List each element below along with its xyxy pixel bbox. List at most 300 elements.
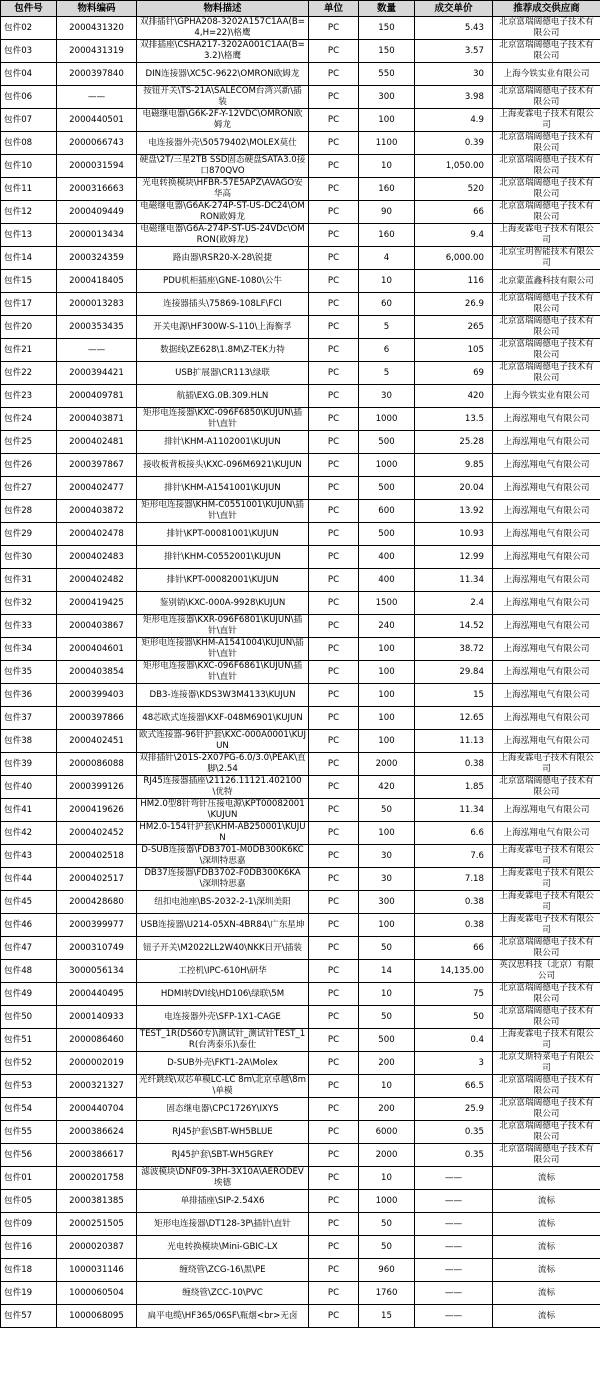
quantity-cell: 400 <box>359 546 415 569</box>
quantity-cell: 550 <box>359 63 415 86</box>
unit-cell: PC <box>309 339 359 362</box>
description-cell: 按钮开关\TS-21A\SALECOM台湾兴新\插装 <box>137 86 309 109</box>
material-code-cell: —— <box>57 86 137 109</box>
quantity-cell: 300 <box>359 891 415 914</box>
table-row <box>1 132 600 155</box>
description-cell: 电磁继电器\G6AK-274P-ST-US-DC24\OMRON欧姆龙 <box>137 201 309 224</box>
unit-cell: PC <box>309 224 359 247</box>
unit-price-cell: 0.38 <box>415 891 493 914</box>
supplier-cell: 上海麦霖电子技术有限公司 <box>493 891 600 914</box>
material-code-cell: 2000419425 <box>57 592 137 615</box>
material-code-cell: 2000353435 <box>57 316 137 339</box>
quantity-cell: 2000 <box>359 753 415 776</box>
unit-cell: PC <box>309 1259 359 1282</box>
table-row <box>1 247 600 270</box>
unit-price-cell: 2.4 <box>415 592 493 615</box>
package-cell: 包件03 <box>1 40 57 63</box>
unit-cell: PC <box>309 937 359 960</box>
description-cell: 扁平电缆\HF365/06SF\瓶烟<br>无卤 <box>137 1305 309 1328</box>
unit-cell: PC <box>309 960 359 983</box>
unit-cell: PC <box>309 431 359 454</box>
package-cell: 包件39 <box>1 753 57 776</box>
quantity-cell: 200 <box>359 1098 415 1121</box>
unit-price-cell: 4.9 <box>415 109 493 132</box>
material-code-cell: 1000060504 <box>57 1282 137 1305</box>
material-code-cell: 2000386617 <box>57 1144 137 1167</box>
description-cell: 排针\KHM-A1102001\KUJUN <box>137 431 309 454</box>
quantity-cell: 500 <box>359 431 415 454</box>
unit-price-cell: 0.4 <box>415 1029 493 1052</box>
package-cell: 包件35 <box>1 661 57 684</box>
description-cell: 电连接器外壳\SFP-1X1-CAGE <box>137 1006 309 1029</box>
table-row <box>1 431 600 454</box>
table-row <box>1 1213 600 1236</box>
unit-price-cell: 12.99 <box>415 546 493 569</box>
package-cell: 包件06 <box>1 86 57 109</box>
quantity-cell: 600 <box>359 500 415 523</box>
unit-price-cell: 520 <box>415 178 493 201</box>
unit-price-cell: 10.93 <box>415 523 493 546</box>
quantity-cell: 1500 <box>359 592 415 615</box>
description-cell: HM2.0-154针护套\KHM-AB250001\KUJUN <box>137 822 309 845</box>
material-code-cell: 2000403867 <box>57 615 137 638</box>
unit-price-cell: 26.9 <box>415 293 493 316</box>
quantity-cell: 300 <box>359 86 415 109</box>
supplier-cell: 上海泓翔电气有限公司 <box>493 546 600 569</box>
package-cell: 包件13 <box>1 224 57 247</box>
unit-price-cell: 0.38 <box>415 914 493 937</box>
unit-cell: PC <box>309 477 359 500</box>
supplier-cell: 北京富瑞阔德电子技术有限公司 <box>493 1006 600 1029</box>
table-row <box>1 937 600 960</box>
material-code-cell: 2000316663 <box>57 178 137 201</box>
table-row <box>1 362 600 385</box>
supplier-cell: 北京富瑞阔德电子技术有限公司 <box>493 17 600 40</box>
package-cell: 包件44 <box>1 868 57 891</box>
table-row <box>1 845 600 868</box>
unit-price-cell: 0.35 <box>415 1121 493 1144</box>
material-code-cell: 2000013283 <box>57 293 137 316</box>
supplier-cell: 英汉思科技（北京）有限公司 <box>493 960 600 983</box>
material-code-cell: 2000440495 <box>57 983 137 1006</box>
quantity-cell: 100 <box>359 638 415 661</box>
material-code-cell: 2000013434 <box>57 224 137 247</box>
description-cell: 路由器\RSR20-X-28\锐捷 <box>137 247 309 270</box>
material-code-cell: 2000324359 <box>57 247 137 270</box>
package-cell: 包件21 <box>1 339 57 362</box>
description-cell: 电磁继电器\G6A-274P-ST-US-24VDc\OMRON(欧姆龙) <box>137 224 309 247</box>
table-row <box>1 891 600 914</box>
header-package: 包件号 <box>1 1 57 17</box>
description-cell: 排针\KPT-00081001\KUJUN <box>137 523 309 546</box>
description-cell: 48芯欧式连接器\KXF-048M6901\KUJUN <box>137 707 309 730</box>
material-code-cell: 2000402478 <box>57 523 137 546</box>
package-cell: 包件50 <box>1 1006 57 1029</box>
material-code-cell: 2000409781 <box>57 385 137 408</box>
material-code-cell: 2000086460 <box>57 1029 137 1052</box>
table-row <box>1 63 600 86</box>
unit-price-cell: 265 <box>415 316 493 339</box>
material-code-cell: 2000402451 <box>57 730 137 753</box>
unit-cell: PC <box>309 891 359 914</box>
supplier-cell: 北京富瑞阔德电子技术有限公司 <box>493 1075 600 1098</box>
description-cell: 欧式连接器-96针护套\KXC-000A0001\KUJUN <box>137 730 309 753</box>
table-row <box>1 1282 600 1305</box>
table-row <box>1 914 600 937</box>
description-cell: 纽扣电池座\BS-2032-2-1\深圳美阳 <box>137 891 309 914</box>
unit-cell: PC <box>309 684 359 707</box>
unit-price-cell: 69 <box>415 362 493 385</box>
unit-price-cell: 420 <box>415 385 493 408</box>
package-cell: 包件27 <box>1 477 57 500</box>
supplier-cell: 流标 <box>493 1236 600 1259</box>
quantity-cell: 30 <box>359 868 415 891</box>
quantity-cell: 100 <box>359 730 415 753</box>
supplier-cell: 北京富瑞阔德电子技术有限公司 <box>493 86 600 109</box>
supplier-cell: 上海泓翔电气有限公司 <box>493 822 600 845</box>
unit-price-cell: 25.9 <box>415 1098 493 1121</box>
material-code-cell: 2000399403 <box>57 684 137 707</box>
table-row <box>1 1305 600 1328</box>
unit-cell: PC <box>309 615 359 638</box>
unit-cell: PC <box>309 1029 359 1052</box>
table-row <box>1 339 600 362</box>
unit-price-cell: 105 <box>415 339 493 362</box>
description-cell: 鉴别销\KXC-000A-9928\KUJUN <box>137 592 309 615</box>
package-cell: 包件19 <box>1 1282 57 1305</box>
supplier-cell: 流标 <box>493 1213 600 1236</box>
material-code-cell: 2000402452 <box>57 822 137 845</box>
supplier-cell: 北京富瑞阔德电子技术有限公司 <box>493 776 600 799</box>
table-row <box>1 615 600 638</box>
unit-cell: PC <box>309 178 359 201</box>
material-code-cell: 2000431319 <box>57 40 137 63</box>
material-code-cell: 2000397867 <box>57 454 137 477</box>
supplier-cell: 上海泓翔电气有限公司 <box>493 638 600 661</box>
package-cell: 包件07 <box>1 109 57 132</box>
package-cell: 包件55 <box>1 1121 57 1144</box>
description-cell: DIN连接器\XC5C-9622\OMRON欧姆龙 <box>137 63 309 86</box>
table-row <box>1 1052 600 1075</box>
description-cell: 工控机\IPC-610H\研华 <box>137 960 309 983</box>
description-cell: 缠绕管\ZCC-10\PVC <box>137 1282 309 1305</box>
supplier-cell: 流标 <box>493 1282 600 1305</box>
quantity-cell: 500 <box>359 523 415 546</box>
table-row <box>1 1121 600 1144</box>
unit-price-cell: —— <box>415 1305 493 1328</box>
table-row <box>1 753 600 776</box>
table-row <box>1 569 600 592</box>
unit-cell: PC <box>309 845 359 868</box>
table-row <box>1 592 600 615</box>
description-cell: 接收板背板接头\KXC-096M6921\KUJUN <box>137 454 309 477</box>
supplier-cell: 上海泓翔电气有限公司 <box>493 523 600 546</box>
quantity-cell: 90 <box>359 201 415 224</box>
quantity-cell: 10 <box>359 983 415 1006</box>
table-row <box>1 270 600 293</box>
package-cell: 包件12 <box>1 201 57 224</box>
supplier-cell: 上海今铁实业有限公司 <box>493 63 600 86</box>
supplier-cell: 上海泓翔电气有限公司 <box>493 500 600 523</box>
unit-price-cell: 6,000.00 <box>415 247 493 270</box>
table-row <box>1 707 600 730</box>
table-row <box>1 1236 600 1259</box>
unit-price-cell: 11.13 <box>415 730 493 753</box>
material-code-cell: 2000002019 <box>57 1052 137 1075</box>
description-cell: 光纤跳线\双芯单模LC-LC 8m\北京卓越\8m\单模 <box>137 1075 309 1098</box>
package-cell: 包件10 <box>1 155 57 178</box>
unit-cell: PC <box>309 1075 359 1098</box>
material-code-cell: 2000381385 <box>57 1190 137 1213</box>
unit-cell: PC <box>309 362 359 385</box>
supplier-cell: 上海泓翔电气有限公司 <box>493 615 600 638</box>
supplier-cell: 北京富瑞阔德电子技术有限公司 <box>493 1098 600 1121</box>
unit-cell: PC <box>309 1052 359 1075</box>
supplier-cell: 上海今铁实业有限公司 <box>493 385 600 408</box>
supplier-cell: 流标 <box>493 1167 600 1190</box>
table-row <box>1 546 600 569</box>
package-cell: 包件47 <box>1 937 57 960</box>
table-row <box>1 776 600 799</box>
supplier-cell: 北京富瑞阔德电子技术有限公司 <box>493 1121 600 1144</box>
package-cell: 包件31 <box>1 569 57 592</box>
material-code-cell: 2000020387 <box>57 1236 137 1259</box>
quantity-cell: 100 <box>359 822 415 845</box>
table-row <box>1 17 600 40</box>
unit-cell: PC <box>309 500 359 523</box>
quantity-cell: 2000 <box>359 1144 415 1167</box>
material-code-cell: 2000066743 <box>57 132 137 155</box>
description-cell: 矩形电连接器\KHM-C0551001\KUJUN\插针\直针 <box>137 500 309 523</box>
unit-cell: PC <box>309 546 359 569</box>
description-cell: 连接器插头\75869-108LF\FCI <box>137 293 309 316</box>
package-cell: 包件22 <box>1 362 57 385</box>
quantity-cell: 10 <box>359 270 415 293</box>
table-row <box>1 1075 600 1098</box>
material-code-cell: 2000403872 <box>57 500 137 523</box>
material-code-cell: 2000397840 <box>57 63 137 86</box>
unit-cell: PC <box>309 1236 359 1259</box>
package-cell: 包件14 <box>1 247 57 270</box>
quantity-cell: 10 <box>359 1167 415 1190</box>
package-cell: 包件38 <box>1 730 57 753</box>
quantity-cell: 500 <box>359 1029 415 1052</box>
supplier-cell: 上海麦霖电子技术有限公司 <box>493 224 600 247</box>
material-code-cell: 2000201758 <box>57 1167 137 1190</box>
material-code-cell: 2000403854 <box>57 661 137 684</box>
package-cell: 包件25 <box>1 431 57 454</box>
supplier-cell: 上海麦霖电子技术有限公司 <box>493 753 600 776</box>
quantity-cell: 240 <box>359 615 415 638</box>
unit-cell: PC <box>309 1144 359 1167</box>
quantity-cell: 160 <box>359 224 415 247</box>
package-cell: 包件34 <box>1 638 57 661</box>
material-code-cell: 2000440501 <box>57 109 137 132</box>
supplier-cell: 北京富瑞阔德电子技术有限公司 <box>493 1144 600 1167</box>
package-cell: 包件37 <box>1 707 57 730</box>
description-cell: RJ45连接器插座\21126.11121.402100\优特 <box>137 776 309 799</box>
unit-cell: PC <box>309 1213 359 1236</box>
unit-price-cell: 9.4 <box>415 224 493 247</box>
material-code-cell: 2000402482 <box>57 569 137 592</box>
unit-price-cell: 1.85 <box>415 776 493 799</box>
unit-cell: PC <box>309 914 359 937</box>
description-cell: D-SUB连接器\FDB3701-M0DB300K6KC\深圳特思嘉 <box>137 845 309 868</box>
supplier-cell: 北京富瑞阔德电子技术有限公司 <box>493 316 600 339</box>
package-cell: 包件26 <box>1 454 57 477</box>
package-cell: 包件43 <box>1 845 57 868</box>
supplier-cell: 北京富瑞阔德电子技术有限公司 <box>493 155 600 178</box>
table-row <box>1 983 600 1006</box>
unit-price-cell: 66 <box>415 937 493 960</box>
description-cell: RJ45护套\SBT-WH5GREY <box>137 1144 309 1167</box>
unit-cell: PC <box>309 247 359 270</box>
package-cell: 包件52 <box>1 1052 57 1075</box>
unit-cell: PC <box>309 730 359 753</box>
quantity-cell: 200 <box>359 1052 415 1075</box>
supplier-cell: 北京富瑞阔德电子技术有限公司 <box>493 293 600 316</box>
supplier-cell: 流标 <box>493 1259 600 1282</box>
quantity-cell: 60 <box>359 293 415 316</box>
header-supplier: 推荐成交供应商 <box>493 1 600 17</box>
package-cell: 包件46 <box>1 914 57 937</box>
table-row <box>1 730 600 753</box>
material-code-cell: 2000409449 <box>57 201 137 224</box>
package-cell: 包件32 <box>1 592 57 615</box>
description-cell: 开关电源\HF300W-S-110\上海衡孚 <box>137 316 309 339</box>
quantity-cell: 50 <box>359 1006 415 1029</box>
unit-cell: PC <box>309 776 359 799</box>
table-row <box>1 408 600 431</box>
package-cell: 包件30 <box>1 546 57 569</box>
quantity-cell: 1000 <box>359 1190 415 1213</box>
package-cell: 包件23 <box>1 385 57 408</box>
unit-price-cell: 50 <box>415 1006 493 1029</box>
supplier-cell: 流标 <box>493 1305 600 1328</box>
table-row <box>1 454 600 477</box>
package-cell: 包件40 <box>1 776 57 799</box>
unit-price-cell: 66 <box>415 201 493 224</box>
quantity-cell: 15 <box>359 1305 415 1328</box>
package-cell: 包件18 <box>1 1259 57 1282</box>
material-code-cell: 2000402477 <box>57 477 137 500</box>
table-row <box>1 523 600 546</box>
supplier-cell: 上海麦霖电子技术有限公司 <box>493 914 600 937</box>
material-code-cell: 2000140933 <box>57 1006 137 1029</box>
description-cell: 排针\KPT-00082001\KUJUN <box>137 569 309 592</box>
table-row <box>1 661 600 684</box>
unit-cell: PC <box>309 201 359 224</box>
unit-price-cell: 6.6 <box>415 822 493 845</box>
description-cell: 单排插座\SIP-2.54X6 <box>137 1190 309 1213</box>
unit-price-cell: 25.28 <box>415 431 493 454</box>
quantity-cell: 100 <box>359 707 415 730</box>
description-cell: D-SUB外壳\FKT1-2A\Molex <box>137 1052 309 1075</box>
quantity-cell: 100 <box>359 661 415 684</box>
quantity-cell: 14 <box>359 960 415 983</box>
material-code-cell: 2000031594 <box>57 155 137 178</box>
material-code-cell: 2000321327 <box>57 1075 137 1098</box>
package-cell: 包件01 <box>1 1167 57 1190</box>
table-body <box>1 17 600 1328</box>
material-code-cell: 2000428680 <box>57 891 137 914</box>
package-cell: 包件54 <box>1 1098 57 1121</box>
unit-price-cell: 66.5 <box>415 1075 493 1098</box>
quantity-cell: 50 <box>359 937 415 960</box>
material-code-cell: 3000056134 <box>57 960 137 983</box>
supplier-cell: 北京富瑞阔德电子技术有限公司 <box>493 178 600 201</box>
unit-price-cell: 11.34 <box>415 569 493 592</box>
material-code-cell: 2000431320 <box>57 17 137 40</box>
unit-price-cell: 11.34 <box>415 799 493 822</box>
supplier-cell: 上海麦霖电子技术有限公司 <box>493 1029 600 1052</box>
unit-price-cell: 7.6 <box>415 845 493 868</box>
unit-price-cell: 7.18 <box>415 868 493 891</box>
material-code-cell: 2000394421 <box>57 362 137 385</box>
table-row <box>1 1167 600 1190</box>
quantity-cell: 400 <box>359 569 415 592</box>
unit-cell: PC <box>309 523 359 546</box>
table-row <box>1 1144 600 1167</box>
quantity-cell: 50 <box>359 799 415 822</box>
unit-cell: PC <box>309 1190 359 1213</box>
unit-cell: PC <box>309 86 359 109</box>
description-cell: HM2.0型8针弯针压接电源\KPT00082001\KUJUN <box>137 799 309 822</box>
description-cell: USB扩展器\CR113\绿联 <box>137 362 309 385</box>
unit-price-cell: —— <box>415 1167 493 1190</box>
quantity-cell: 150 <box>359 40 415 63</box>
quantity-cell: 5 <box>359 316 415 339</box>
description-cell: RJ45护套\SBT-WH5BLUE <box>137 1121 309 1144</box>
description-cell: 矩形电连接器\KXR-096F6801\KUJUN\插针\直针 <box>137 615 309 638</box>
material-code-cell: 2000399977 <box>57 914 137 937</box>
supplier-cell: 北京宝玥智能技术有限公司 <box>493 247 600 270</box>
header-description: 物料描述 <box>137 1 309 17</box>
supplier-cell: 北京富瑞阔德电子技术有限公司 <box>493 339 600 362</box>
quantity-cell: 1100 <box>359 132 415 155</box>
unit-price-cell: —— <box>415 1236 493 1259</box>
unit-cell: PC <box>309 707 359 730</box>
description-cell: 硬盘\2T/三星2TB SSD固态硬盘SATA3.0接口870QVO <box>137 155 309 178</box>
header-quantity: 数量 <box>359 1 415 17</box>
table-row <box>1 201 600 224</box>
package-cell: 包件48 <box>1 960 57 983</box>
table-row <box>1 500 600 523</box>
unit-price-cell: 30 <box>415 63 493 86</box>
table-row <box>1 1098 600 1121</box>
quantity-cell: 100 <box>359 914 415 937</box>
table-row <box>1 155 600 178</box>
header-unit-price: 成交单价 <box>415 1 493 17</box>
description-cell: 数据线\ZE628\1.8M\Z-TEK力特 <box>137 339 309 362</box>
package-cell: 包件05 <box>1 1190 57 1213</box>
unit-cell: PC <box>309 569 359 592</box>
description-cell: 双排插座\CSHA217-3202A001C1AA(B=3.2)\格鹰 <box>137 40 309 63</box>
quantity-cell: 30 <box>359 385 415 408</box>
unit-cell: PC <box>309 155 359 178</box>
quantity-cell: 4 <box>359 247 415 270</box>
quantity-cell: 960 <box>359 1259 415 1282</box>
unit-price-cell: 20.04 <box>415 477 493 500</box>
supplier-cell: 上海泓翔电气有限公司 <box>493 799 600 822</box>
package-cell: 包件53 <box>1 1075 57 1098</box>
unit-price-cell: 5.43 <box>415 17 493 40</box>
material-code-cell: 1000068095 <box>57 1305 137 1328</box>
supplier-cell: 上海麦霖电子技术有限公司 <box>493 845 600 868</box>
unit-cell: PC <box>309 1282 359 1305</box>
table-row <box>1 477 600 500</box>
unit-price-cell: 13.5 <box>415 408 493 431</box>
